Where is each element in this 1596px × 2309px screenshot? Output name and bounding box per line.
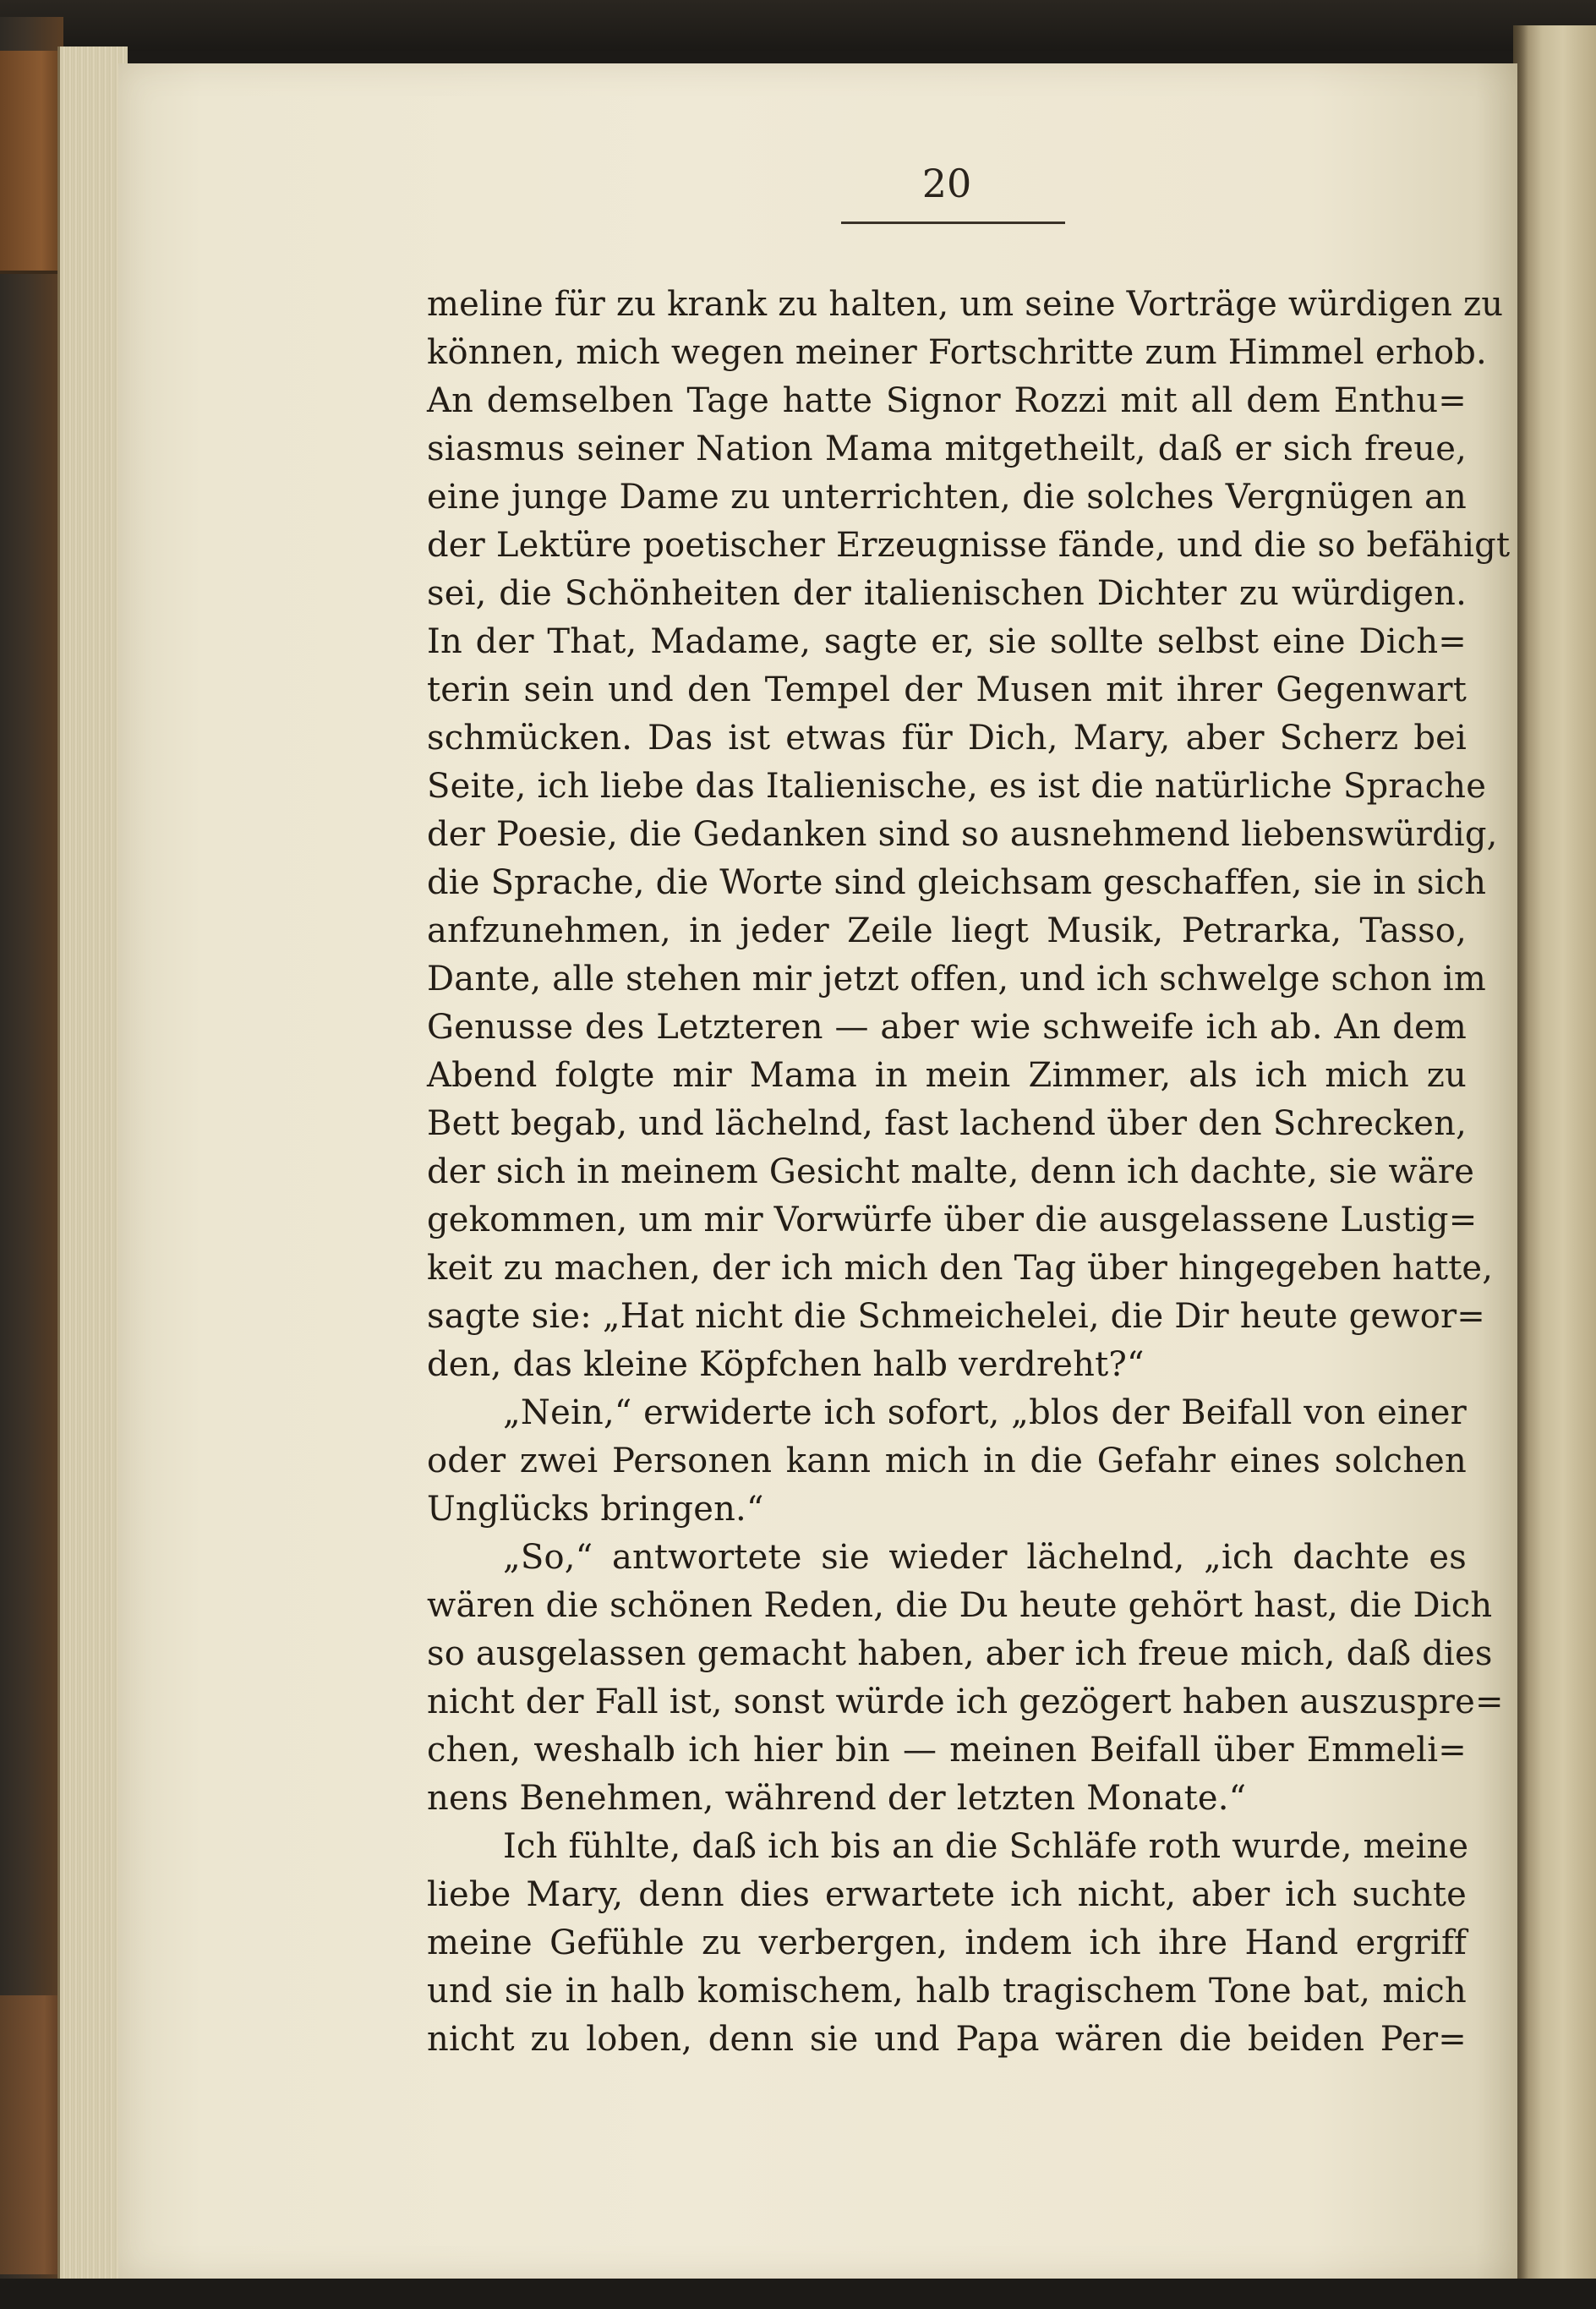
text-line: gekommen, um mir Vorwürfe über die ausgelassene Lustig= [427,1201,1478,1239]
text-line: nicht der Fall ist, sonst würde ich gezögert haben auszuspre= [427,1683,1504,1721]
text-line: meline für zu krank zu halten, um seine Vorträge würdigen zu [427,285,1504,324]
text-line: siasmus seiner Nation Mama mitgetheilt, daß er sich freue, [427,430,1467,468]
text-line: so ausgelassen gemacht haben, aber ich freue mich, daß dies [427,1634,1493,1673]
page-number: 20 [921,161,972,206]
text-line: eine junge Dame zu unterrichten, die solches Vergnügen an [427,478,1467,517]
text-line: meine Gefühle zu verbergen, indem ich ihre Hand ergriff [427,1923,1467,1962]
text-line: und sie in halb komischem, halb tragischem Tone bat, mich [427,1972,1467,2011]
text-line: chen, weshalb ich hier bin — meinen Beifall über Emmeli= [427,1731,1467,1770]
body-text [427,281,1511,2064]
text-line: Dante, alle stehen mir jetzt offen, und ich schwelge schon im [427,960,1487,999]
page-number-rule [841,222,1065,224]
page-stack-edge [57,47,128,2279]
text-line: oder zwei Personen kann mich in die Gefahr eines solchen [427,1442,1467,1480]
text-line: der sich in meinem Gesicht malte, denn ich dachte, sie wäre [427,1152,1475,1191]
text-line: nicht zu loben, denn sie und Papa wären die beiden Per= [427,2020,1467,2059]
text-line: schmücken. Das ist etwas für Dich, Mary, aber Scherz bei [427,719,1467,758]
text-line: Ich fühlte, daß ich bis an die Schläfe roth wurde, meine [503,1827,1469,1866]
text-line: anfzunehmen, in jeder Zeile liegt Musik, Petrarka, Tasso, [427,911,1467,950]
text-line: der Lektüre poetischer Erzeugnisse fände, und die so befähigt [427,526,1511,565]
text-line: „So,“ antwortete sie wieder lächelnd, „ich dachte es [503,1538,1467,1577]
text-line: Bett begab, und lächelnd, fast lachend über den Schrecken, [427,1104,1467,1143]
text-line: nens Benehmen, während der letzten Monate.“ [427,1779,1247,1818]
left-cover-board [0,17,63,2283]
text-line: Genusse des Letzteren — aber wie schweife ich ab. An dem [427,1008,1467,1047]
text-line: den, das kleine Köpfchen halb verdreht?“ [427,1345,1145,1384]
text-line: der Poesie, die Gedanken sind so ausnehmend liebenswürdig, [427,815,1498,854]
text-line: In der That, Madame, sagte er, sie sollte selbst eine Dich= [427,622,1467,661]
text-line: terin sein und den Tempel der Musen mit ihrer Gegenwart [427,670,1467,709]
text-line: liebe Mary, denn dies erwartete ich nicht, aber ich suchte [427,1875,1467,1914]
top-background [0,0,1596,51]
bottom-background [0,2279,1596,2309]
text-line: sei, die Schönheiten der italienischen Dichter zu würdigen. [427,574,1467,613]
text-line: sagte sie: „Hat nicht die Schmeichelei, die Dir heute gewor= [427,1297,1486,1336]
text-line: wären die schönen Reden, die Du heute gehört hast, die Dich [427,1586,1493,1625]
text-line: Seite, ich liebe das Italienische, es ist die natürliche Sprache [427,767,1487,806]
text-line: An demselben Tage hatte Signor Rozzi mit all dem Enthu= [427,381,1467,420]
left-cover-leather-corner [0,51,59,274]
left-cover-leather-bottom [0,1995,63,2274]
text-line: keit zu machen, der ich mich den Tag über hingegeben hatte, [427,1249,1494,1288]
text-line: die Sprache, die Worte sind gleichsam geschaffen, sie in sich [427,863,1487,902]
text-line: „Nein,“ erwiderte ich sofort, „blos der Beifall von einer [503,1393,1467,1432]
text-line: Abend folgte mir Mama in mein Zimmer, als ich mich zu [427,1056,1467,1095]
text-line: können, mich wegen meiner Fortschritte zum Himmel erhob. [427,333,1487,372]
text-line: Unglücks bringen.“ [427,1490,764,1529]
